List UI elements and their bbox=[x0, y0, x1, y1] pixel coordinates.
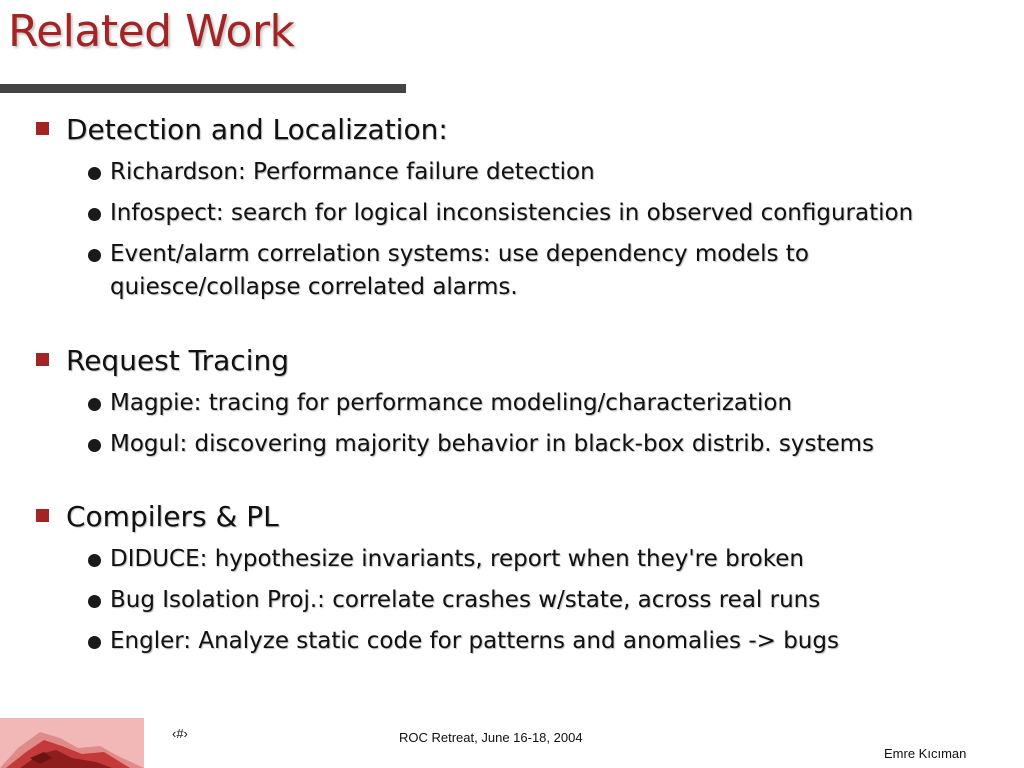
square-bullet-icon bbox=[36, 122, 49, 135]
list-item bbox=[88, 543, 1006, 576]
round-bullet-icon bbox=[88, 398, 101, 411]
list-item bbox=[88, 238, 898, 304]
section-detection bbox=[36, 112, 1006, 304]
list-item-text: Magpie: tracing for performance modeling/characterization bbox=[110, 390, 793, 416]
slide-title: Related Work bbox=[8, 6, 295, 57]
list-item bbox=[88, 625, 1006, 658]
round-bullet-icon bbox=[88, 636, 101, 649]
list-item-text: Bug Isolation Proj.: correlate crashes w/state, across real runs bbox=[110, 587, 821, 613]
section-heading bbox=[36, 112, 1006, 148]
round-bullet-icon bbox=[88, 208, 101, 221]
section-heading-text: Detection and Localization: bbox=[66, 113, 448, 146]
section-heading-text: Request Tracing bbox=[66, 344, 289, 377]
slide-number: ‹#› bbox=[172, 726, 188, 741]
list-item bbox=[88, 387, 1006, 420]
square-bullet-icon bbox=[36, 509, 49, 522]
list-item-text: Richardson: Performance failure detection bbox=[110, 159, 595, 185]
mountain-logo-icon bbox=[0, 718, 144, 768]
list-item bbox=[88, 156, 1006, 189]
list-item bbox=[88, 584, 1006, 617]
list-item-text: DIDUCE: hypothesize invariants, report when they're broken bbox=[110, 546, 804, 572]
round-bullet-icon bbox=[88, 167, 101, 180]
list-item-text: Mogul: discovering majority behavior in black-box distrib. systems bbox=[110, 431, 875, 457]
footer-event: ROC Retreat, June 16-18, 2004 bbox=[399, 730, 583, 745]
round-bullet-icon bbox=[88, 595, 101, 608]
section-heading-text: Compilers & PL bbox=[66, 500, 279, 533]
round-bullet-icon bbox=[88, 249, 101, 262]
section-request-tracing bbox=[36, 343, 1006, 461]
round-bullet-icon bbox=[88, 439, 101, 452]
list-item bbox=[88, 197, 1006, 230]
section-heading bbox=[36, 343, 1006, 379]
square-bullet-icon bbox=[36, 353, 49, 366]
section-compilers bbox=[36, 499, 1006, 658]
list-item-text: Engler: Analyze static code for patterns and anomalies -> bugs bbox=[110, 628, 839, 654]
footer-author: Emre Kıcıman bbox=[884, 746, 967, 761]
list-item-text: Infospect: search for logical inconsistencies in observed configuration bbox=[110, 200, 914, 226]
section-heading bbox=[36, 499, 1006, 535]
list-item bbox=[88, 428, 1006, 461]
list-item-text: Event/alarm correlation systems: use dependency models to quiesce/collapse correlated alarms. bbox=[110, 241, 809, 300]
round-bullet-icon bbox=[88, 554, 101, 567]
